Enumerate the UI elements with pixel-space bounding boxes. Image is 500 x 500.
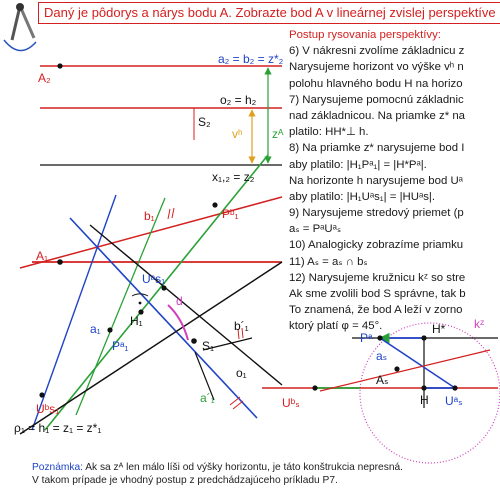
label-rho1: ρ₁ = h₁ = z₁ = z*₁ (14, 421, 102, 435)
label-vh: vʰ (232, 127, 243, 141)
label-a2-b2-z: a₂ = b₂ = z*₂ (218, 52, 284, 66)
label-za: zᴬ (272, 127, 284, 141)
label-o2-h2: o₂ = h₂ (220, 93, 257, 107)
point-uas1 (161, 285, 166, 290)
circle-kz (360, 323, 500, 463)
right-angle-dot (139, 302, 142, 305)
instruction-line: aₛ = PᵃUᵃₛ (289, 223, 342, 236)
instruction-line: 12) Narysujeme kružnicu kᶻ so stre (289, 271, 466, 284)
note (32, 461, 403, 488)
page-title: Daný je pôdorys a nárys bodu A. Zobrazte bod A v lineárnej zvislej perspektíve (44, 5, 496, 20)
point-as (394, 366, 399, 371)
label-a2: A₂ (38, 71, 51, 85)
label-uas: Uᵃₛ (445, 394, 463, 408)
instruction-line: platilo: HH*⊥ h. (289, 126, 369, 139)
point-uas (452, 385, 457, 390)
instruction-line: 7) Narysujeme pomocnú základnic (289, 93, 464, 106)
label-ubs1: Uᵇs₁ (36, 402, 60, 416)
instruction-line: nad základnicou. Na priamke z* na (289, 109, 466, 122)
point-h (421, 385, 426, 390)
label-ubs: Uᵇₛ (282, 396, 300, 410)
label-aprime1: a´₁ (200, 391, 215, 405)
label-pa1: Pᵃ₁ (112, 339, 129, 353)
line-a1-blue (70, 218, 257, 418)
label-kz: kᶻ (474, 317, 485, 331)
point-s1 (191, 338, 197, 344)
instruction-line: aby platilo: |H₁Uᵃs₁| = |HUᵃs|. (289, 190, 436, 203)
instruction-line: aby platilo: |H₁Pᵃ₁| = |H*Pᵃ|. (289, 158, 427, 171)
point-ubs (312, 385, 317, 390)
point-ubs1 (39, 392, 44, 397)
point-pa (377, 335, 382, 340)
point-pb1 (212, 202, 217, 207)
line-green-2 (76, 198, 165, 415)
label-s2: S₂ (198, 115, 211, 129)
label-h1: H₁ (130, 314, 143, 328)
label-pb1: Pᵇ₁ (222, 207, 239, 221)
note-prefix: Poznámka: (32, 462, 83, 473)
point-a1 (57, 259, 63, 265)
instruction-line: 6) V nákresni zvolíme základnicu z (289, 45, 465, 58)
note-line-1: Ak sa zᴬ len málo líši od výšky horizontu, je táto konštrukcia nepresná. (82, 462, 403, 473)
instruction-line: 11) Aₛ = aₛ ∩ bₛ (289, 255, 368, 268)
instruction-line: 10) Analogicky zobrazíme priamku (289, 239, 464, 252)
note-line-2: V takom prípade je vhodný postup z predchádzajúceho príkladu P7. (32, 475, 338, 487)
line-bs (320, 350, 490, 391)
line-rho1 (20, 262, 282, 434)
label-h: H (420, 393, 429, 407)
instruction-line: To znamená, že bod A leží v zorno (289, 304, 463, 317)
label-s1: S₁ (202, 339, 215, 353)
point-a2 (57, 63, 62, 68)
instruction-line: ktorý platí φ = 45°. (289, 320, 383, 333)
label-o1: o₁ (236, 366, 247, 380)
label-hstar: H* (432, 322, 446, 336)
line-as (380, 338, 455, 388)
instruction-line: 8) Na priamke z* narysujeme bod I (289, 142, 465, 155)
line-o1 (90, 225, 282, 385)
label-x12: x₁,₂ = z₂ (212, 170, 255, 184)
compass-icon (4, 3, 36, 51)
right-angle-mark (132, 294, 148, 296)
label-bprime1: b´₁ (234, 319, 249, 333)
label-as-point: Aₛ (376, 373, 389, 387)
instructions-heading: Postup rysovania perspektívy: (289, 29, 441, 41)
instruction-line: 9) Narysujeme stredový priemet (p (289, 207, 464, 220)
instruction-line: Ak sme zvolili bod S správne, tak b (289, 288, 466, 300)
label-a1-line: a₁ (90, 322, 101, 336)
label-b1: b₁ (144, 209, 155, 223)
point-pa1 (107, 327, 112, 332)
label-a1-point: A₁ (36, 249, 49, 263)
label-pa: Pᵃ (360, 331, 373, 345)
instruction-line: Narysujeme horizont vo výške vʰ n (289, 61, 464, 74)
instruction-line: Na horizonte h narysujeme bod Uᵃ (289, 174, 463, 187)
point-hstar (421, 335, 426, 340)
label-d: d (176, 294, 183, 308)
label-as-line: aₛ (376, 349, 388, 363)
label-uas1: Uᵃs₁ (142, 272, 166, 286)
instruction-line: polohu hlavného bodu H na horizo (289, 77, 463, 90)
instructions-panel (289, 27, 500, 335)
